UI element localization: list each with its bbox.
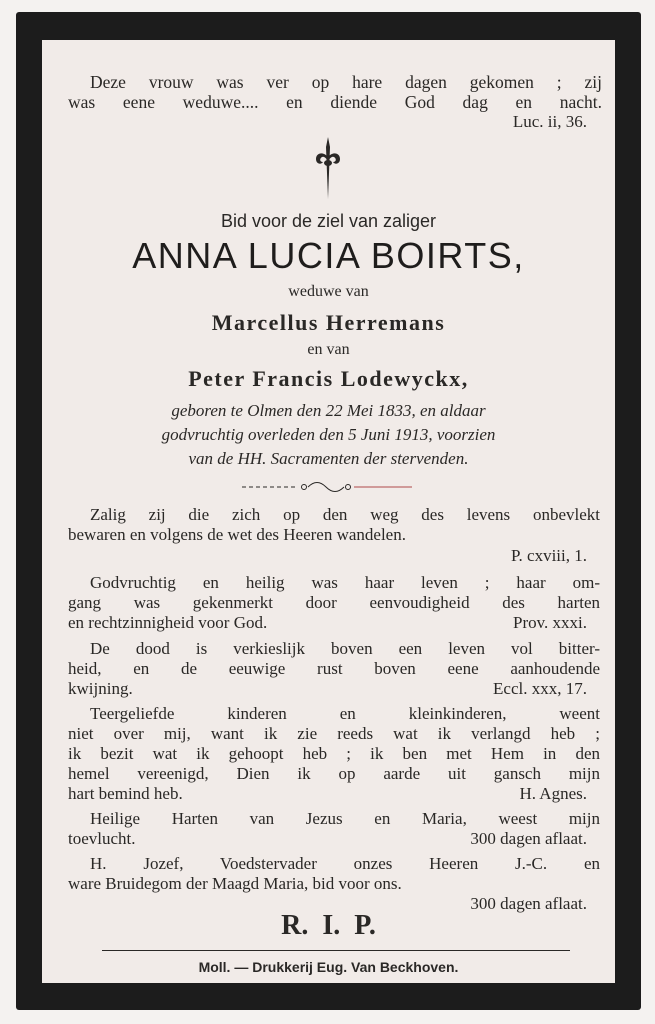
quote-4-line-2: niet over mij, want ik zie reeds wat ik verlangd heb ;	[68, 724, 600, 743]
quote-1-line-1: Zalig zij die zich op den weg des levens onbevlekt	[90, 505, 600, 524]
quote-4-line-3: ik bezit wat ik gehoopt heb ; ik ben met Hem in den	[68, 744, 600, 763]
card-paper	[42, 40, 615, 983]
quote-5-line-2: toevlucht.	[68, 829, 136, 848]
epigraph-line-2: was eene weduwe.... en diende God dag en nacht.	[68, 92, 602, 112]
mourning-card	[16, 12, 641, 1010]
epigraph-line-1: Deze vrouw was ver op hare dagen gekomen ; zij	[90, 72, 602, 92]
prayer-line: Bid voor de ziel van zaliger	[220, 211, 437, 231]
second-husband-name: Peter Francis Lodewyckx,	[188, 366, 469, 391]
fleur-de-lis-cross-icon	[310, 135, 346, 201]
bio-line-1: geboren te Olmen den 22 Mei 1833, en aldaar	[171, 401, 486, 420]
quote-1-reference: P. cxviii, 1.	[510, 546, 587, 565]
quote-3-reference: Eccl. xxx, 17.	[493, 679, 587, 698]
quote-6-line-2: ware Bruidegom der Maagd Maria, bid voor ons.	[68, 874, 402, 893]
epigraph-reference: Luc. ii, 36.	[512, 112, 587, 131]
first-husband-name: Marcellus Herremans	[211, 310, 446, 335]
quote-2-line-3: en rechtzinnigheid voor God.	[68, 613, 268, 632]
quote-4-line-1: Teergeliefde kinderen en kleinkinderen, weent	[90, 704, 600, 723]
printer-credit: Moll. — Drukkerij Eug. Van Beckhoven.	[198, 959, 459, 975]
quote-6-line-1: H. Jozef, Voedstervader onzes Heeren J.-C. en	[90, 854, 600, 873]
quote-4-reference: H. Agnes.	[519, 784, 587, 803]
rip-text: R. I. P.	[281, 910, 376, 941]
quote-3-line-3: kwijning.	[68, 679, 133, 698]
deceased-name: ANNA LUCIA BOIRTS,	[132, 235, 525, 276]
quote-5-reference: 300 dagen aflaat.	[470, 829, 587, 848]
bio-line-3: van de HH. Sacramenten der stervenden.	[188, 449, 469, 468]
footer-divider	[102, 950, 570, 951]
quote-3-line-1: De dood is verkieslijk boven een leven vol bitter-	[90, 639, 600, 658]
quote-2-line-1: Godvruchtig en heilig was haar leven ; haar om-	[90, 573, 600, 592]
ornamental-divider-icon	[242, 480, 412, 494]
quote-5-line-1: Heilige Harten van Jezus en Maria, weest mijn	[90, 809, 600, 828]
bio-line-2: godvruchtig overleden den 5 Juni 1913, voorzien	[161, 425, 496, 444]
widow-of-label: weduwe van	[288, 283, 369, 300]
quote-2-reference: Prov. xxxi.	[513, 613, 587, 632]
quote-4-line-5: hart bemind heb.	[68, 784, 183, 803]
quote-2-line-2: gang was gekenmerkt door eenvoudigheid des harten	[68, 593, 600, 612]
quote-1-line-2: bewaren en volgens de wet des Heeren wandelen.	[68, 525, 406, 544]
and-of-label: en van	[307, 341, 350, 358]
quote-3-line-2: heid, en de eeuwige rust boven eene aanhoudende	[68, 659, 600, 678]
quote-4-line-4: hemel vereenigd, Dien ik op aarde uit gansch mijn	[68, 764, 600, 783]
quote-6-reference: 300 dagen aflaat.	[470, 894, 587, 913]
